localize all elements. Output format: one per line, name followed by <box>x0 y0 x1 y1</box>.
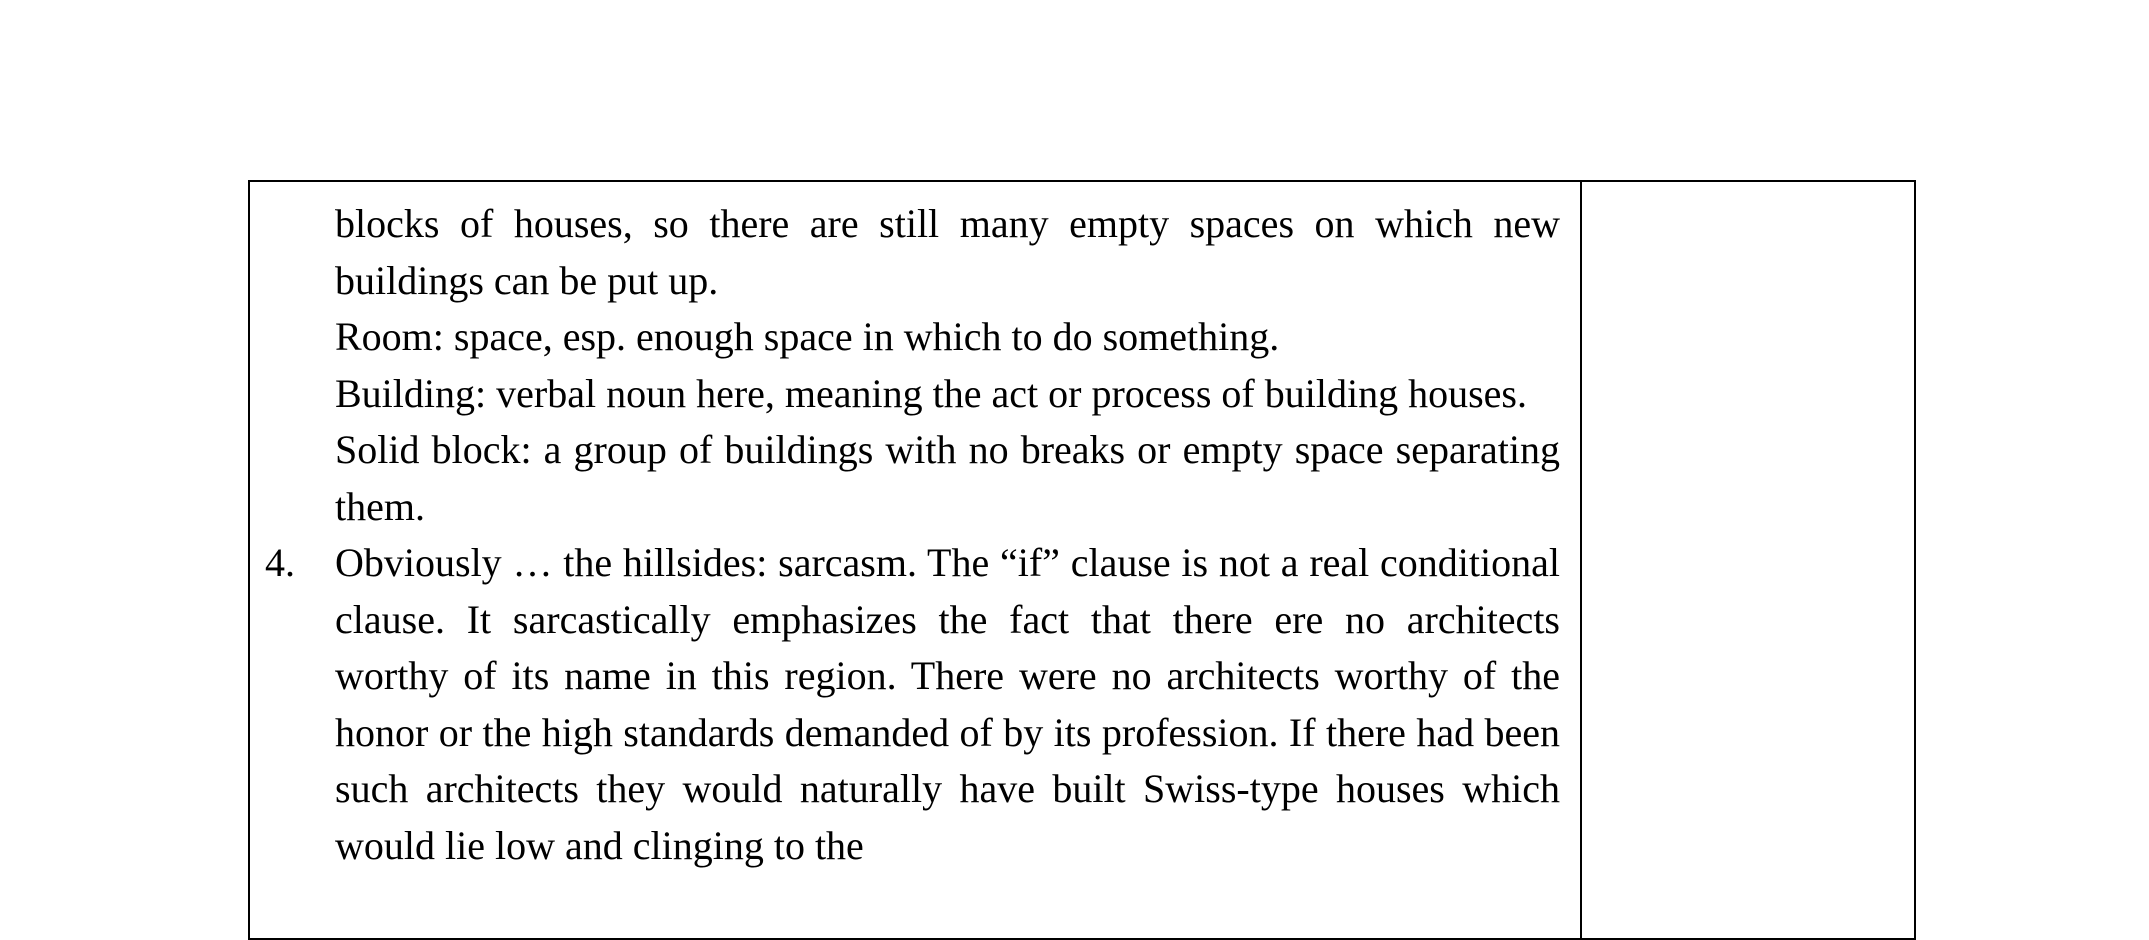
paragraph-solid-block-definition: Solid block: a group of buildings with no breaks or empty space separating them. <box>335 427 1560 529</box>
notes-table <box>248 180 1916 940</box>
item-text: Obviously … the hillsides: sarcasm. The “if” clause is not a real conditional clause. It sarcastically emphasizes the fact that there ere no architects worthy of its name in this region. There were no architects worthy of the honor or the high standards demanded of by its profession. If there had been such architects they would naturally have built Swiss-type houses which would lie low and clinging to the <box>335 540 1560 868</box>
notes-text-column <box>250 196 1580 874</box>
paragraph-building-definition: Building: verbal noun here, meaning the act or process of building houses. <box>335 370 1527 416</box>
item-number: 4. <box>265 540 295 585</box>
column-divider <box>1580 182 1582 938</box>
paragraph-blocks-of-houses: blocks of houses, so there are still many empty spaces on which new buildings can be put up. <box>335 201 1560 303</box>
paragraph-room-definition: Room: space, esp. enough space in which to do something. <box>335 314 1280 359</box>
numbered-item-4 <box>265 535 1560 874</box>
